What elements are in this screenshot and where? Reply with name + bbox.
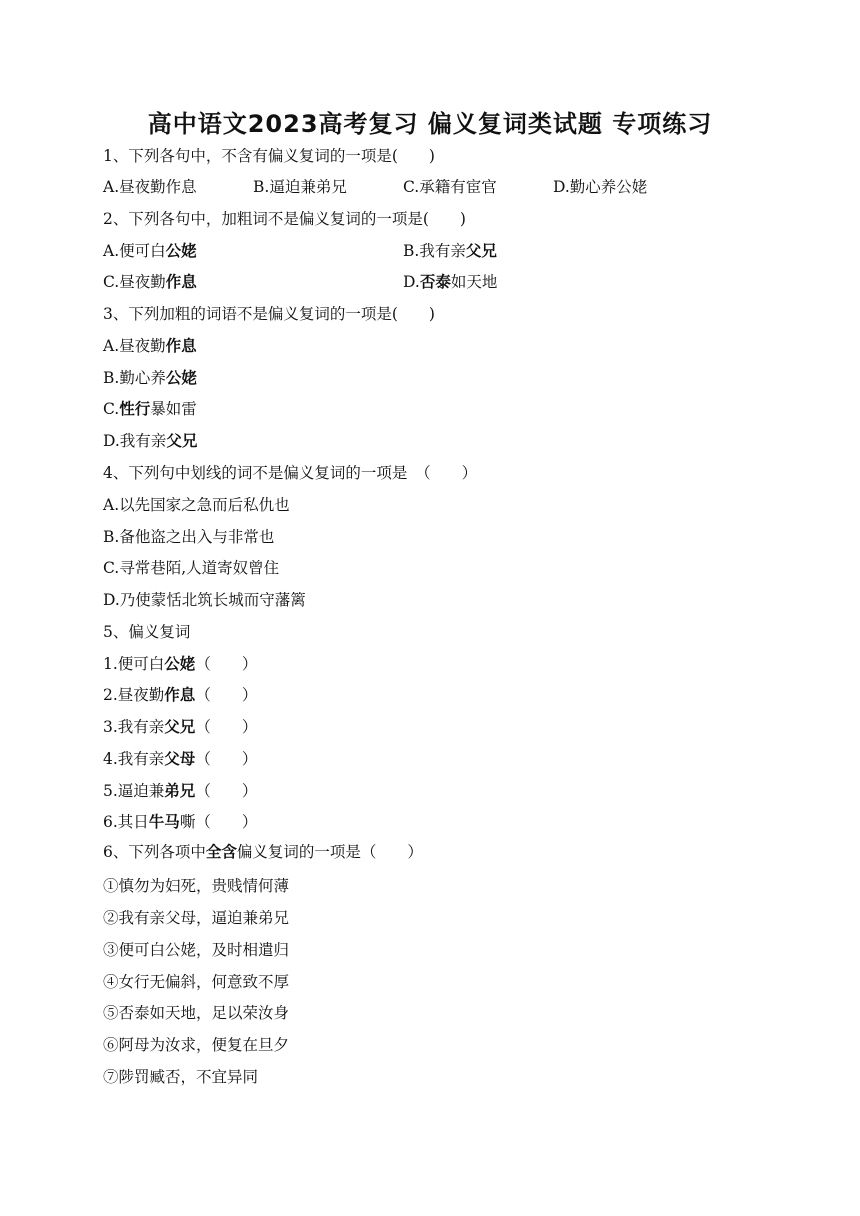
q4-stem: 4、下列句中划线的词不是偏义复词的一项是 （ ） [103,464,478,482]
q5-item: 6.其日牛马嘶（ ） [103,813,258,831]
q2-stem: 2、下列各句中，加粗词不是偏义复词的一项是( ) [103,210,466,228]
q1-option-c: C.承籍有宦官 [403,178,497,196]
q6-item: ①慎勿为妇死，贵贱情何薄 [103,877,290,895]
q6-item: ⑦陟罚臧否，不宜异同 [103,1068,259,1086]
q3-option-c: C.性行暴如雷 [103,400,197,418]
q1-option-b: B.逼迫兼弟兄 [253,178,347,196]
q2-option-c: C.昼夜勤作息 [103,273,197,291]
q3-option-b: B.勤心养公姥 [103,369,197,387]
q5-stem: 5、偏义复词 [103,623,191,641]
q5-item: 1.便可白公姥（ ） [103,655,258,673]
page-title: 高中语文2023高考复习 偏义复词类试题 专项练习 [147,110,713,138]
q2-option-a: A.便可白公姥 [103,242,197,260]
q6-item: ⑤否泰如天地，足以荣汝身 [103,1004,290,1022]
q4-option-a: A.以先国家之急而后私仇也 [103,496,290,514]
q1-stem: 1、下列各句中，不含有偏义复词的一项是( ) [103,147,435,165]
q4-option-c: C.寻常巷陌,人道寄奴曾住 [103,559,280,577]
q6-stem: 6、下列各项中全含偏义复词的一项是（ ） [103,843,423,861]
q2-option-d: D.否泰如天地 [403,273,498,291]
q1-option-d: D.勤心养公姥 [553,178,648,196]
q5-item: 4.我有亲父母（ ） [103,750,258,768]
q4-option-b: B.备他盗之出入与非常也 [103,528,275,546]
q6-item: ②我有亲父母，逼迫兼弟兄 [103,909,290,927]
q3-option-d: D.我有亲父兄 [103,432,198,450]
q6-item: ⑥阿母为汝求，便复在旦夕 [103,1036,290,1054]
q5-item: 5.逼迫兼弟兄（ ） [103,782,258,800]
q6-item: ④女行无偏斜，何意致不厚 [103,973,290,991]
q2-option-b: B.我有亲父兄 [403,242,497,260]
q1-option-a: A.昼夜勤作息 [103,178,197,196]
q6-item: ③便可白公姥，及时相遣归 [103,941,290,959]
q5-item: 2.昼夜勤作息（ ） [103,686,258,704]
q4-option-d: D.乃使蒙恬北筑长城而守藩篱 [103,591,306,609]
q5-item: 3.我有亲父兄（ ） [103,718,258,736]
q3-option-a: A.昼夜勤作息 [103,337,197,355]
q3-stem: 3、下列加粗的词语不是偏义复词的一项是( ) [103,305,435,323]
